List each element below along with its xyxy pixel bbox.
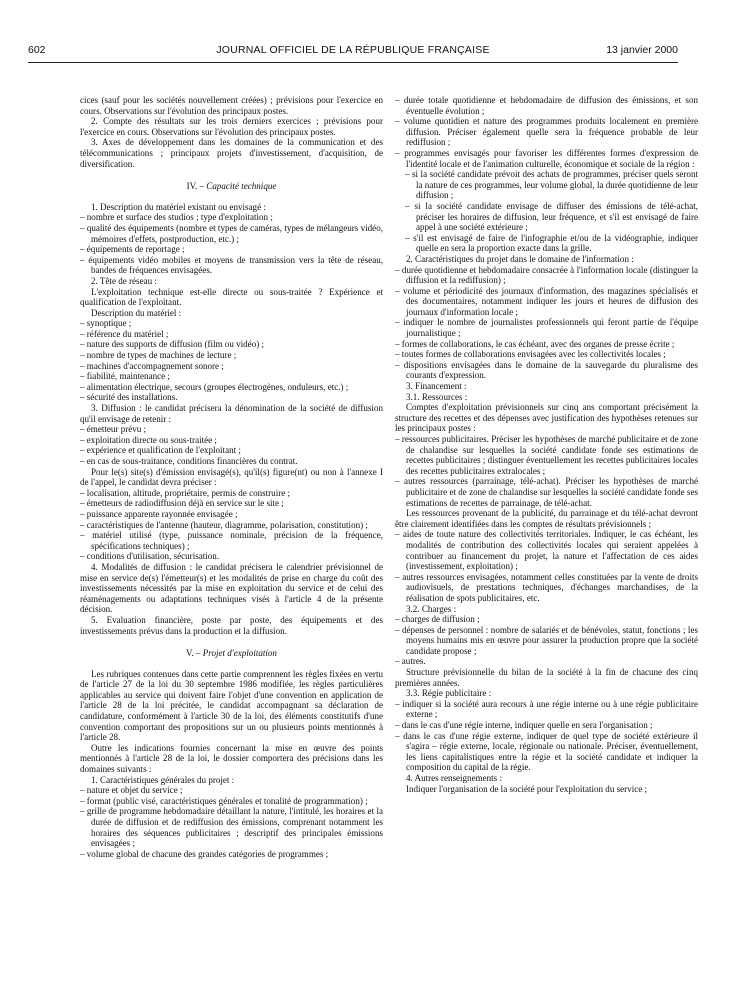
list-item: – équipements de reportage ; <box>80 244 185 255</box>
list-item: – synoptique ; <box>80 318 132 329</box>
list-item: – machines d'accompagnement sonore ; <box>80 360 224 371</box>
paragraph: 3. Axes de développement dans les domaines de la communication et des télécommunications ; principaux projets d'investissement, d'acquisition, de diversification. <box>80 137 383 169</box>
list-item: – nature et objet du service ; <box>80 785 183 796</box>
paragraph: 2. Compte des résultats sur les trois derniers exercices ; prévisions pour l'exercice en cours. Observations sur l'évolution des principaux postes. <box>80 116 383 137</box>
list-item: – dans le cas d'une régie externe, indiquer de quel type de société extérieure il s'agira – régie externe, locale, régionale ou nationale. Préciser, éventuellement, les liens capitalistiques entre la régie et la société candidate et indiquer la composition du capital de la régie. <box>395 730 698 773</box>
list-item: – émetteurs de radiodiffusion déjà en service sur le site ; <box>80 498 284 509</box>
list-item: – référence du matériel ; <box>80 328 169 339</box>
paragraph: Les ressources provenant de la publicité, du parrainage et du télé-achat devront être clairement identifiées dans les comptes de résultats prévisionnels ; <box>395 508 698 529</box>
left-column <box>80 95 383 859</box>
list-item: – durée totale quotidienne et hebdomadaire de diffusion des émissions, et son éventuelle évolution ; <box>395 95 698 116</box>
section-number: V. – <box>186 648 201 659</box>
list-item: – conditions d'utilisation, sécurisation. <box>80 551 220 562</box>
list-item: – programmes envisagés pour favoriser les différentes formes d'expression de l'identité locale et de l'animation culturelle, économique et sociale de la région : <box>395 147 698 169</box>
list-item: – fiabilité, maintenance ; <box>80 371 170 382</box>
list-item: – volume global de chacune des grandes catégories de programmes ; <box>80 848 329 859</box>
subsection-title: 3. Diffusion : le candidat précisera la dénomination de la société de diffusion qu'il envisage de retenir : <box>80 403 383 424</box>
section-heading-v <box>80 648 383 659</box>
paragraph: Description du matériel : <box>91 307 182 318</box>
subsection-title: 3.2. Charges : <box>406 603 457 614</box>
list-item: – dispositions envisagées dans le domaine de la sauvegarde du pluralisme des courants d'expression. <box>395 359 698 381</box>
list-item: – indiquer le nombre de journalistes professionnels qui feront partie de l'équipe journalistique ; <box>395 317 698 339</box>
list-item: – nombre de types de machines de lecture ; <box>80 350 237 361</box>
list-item: – nature des supports de diffusion (film ou vidéo) ; <box>80 339 265 350</box>
header-rule <box>28 62 678 63</box>
list-item: – nombre et surface des studios ; type d'exploitation ; <box>80 212 273 223</box>
list-item: – autres ressources (parrainage, télé-achat). Préciser les hypothèses de marché publicitaire et de zone de chalandise sur lesquelles la société candidate fonde ses estimations de recettes de parrainage, de télé-achat. <box>395 476 698 508</box>
subsection-title: 1. Description du matériel existant ou envisagé : <box>91 201 266 212</box>
paragraph: cices (sauf pour les sociétés nouvellement créées) ; prévisions pour l'exercice en cours. Observations sur l'évolution des principaux postes. <box>80 95 383 116</box>
paragraph: 4. Modalités de diffusion : le candidat précisera le calendrier prévisionnel de mise en service de(s) l'émetteur(s) et les modalités de prise en charge du coût des investissements nécessités par la mise en exploitation du service et de celui des réaménagements ou adaptations techniques visés à l'article 4 de la présente décision. <box>80 561 383 615</box>
list-item: – charges de diffusion ; <box>395 614 480 625</box>
list-item: – autres. <box>395 656 426 667</box>
list-item: – localisation, altitude, propriétaire, permis de construire ; <box>80 487 291 498</box>
sub-list-item: – s'il est envisagé de faire de l'infographie et/ou de la vidéographie, indiquer quelle en sera la proportion exacte dans la grille. <box>405 232 698 254</box>
subsection-title: 3. Financement : <box>406 381 467 392</box>
paragraph: Structure prévisionnelle du bilan de la société à la fin de chacune des cinq premières années. <box>395 667 698 688</box>
page-number: 602 <box>28 44 46 56</box>
list-item: – alimentation électrique, secours (groupes électrogènes, onduleurs, etc.) ; <box>80 381 349 392</box>
paragraph: Indiquer l'organisation de la société pour l'exploitation du service ; <box>406 783 648 794</box>
list-item: – indiquer si la société aura recours à une régie interne ou à une régie publicitaire externe ; <box>395 698 698 720</box>
list-item: – en cas de sous-traitance, conditions financières du contrat. <box>80 456 298 466</box>
sub-list-item: – si la société candidate prévoit des achats de programmes, préciser quels seront la nature de ces programmes, leur volume global, la durée quotidienne de leur diffusion ; <box>405 169 698 201</box>
subsection-title: 2. Caractéristiques du projet dans le domaine de l'information : <box>406 253 634 264</box>
list-item: – qualité des équipements (nombre et types de caméras, types de mélangeurs vidéo, mémoires d'effets, postproduction, etc.) ; <box>80 222 383 244</box>
list-item: – matériel utilisé (type, puissance nominale, précision de la fréquence, spécifications techniques) ; <box>80 530 383 551</box>
list-item: – format (public visé, caractéristiques générales et tonalité de programmation) ; <box>80 795 368 806</box>
list-item: – exploitation directe ou sous-traitée ; <box>80 434 217 445</box>
paragraph: L'exploitation technique est-elle directe ou sous-traitée ? Expérience et qualification de l'exploitant. <box>80 286 383 308</box>
right-column <box>395 95 698 794</box>
paragraph: Outre les indications fournies concernant la mise en œuvre des points mentionnés à l'article 28 de la loi, le dossier comportera des précisions dans les domaines suivants : <box>80 742 383 775</box>
list-item: – sécurité des installations. <box>80 392 178 403</box>
section-number: IV. – <box>186 181 205 192</box>
subsection-title: 3.1. Ressources : <box>406 391 468 402</box>
list-item: – toutes formes de collaborations envisagées avec les collectivités locales ; <box>395 349 666 360</box>
subsection-title: 4. Autres renseignements : <box>406 773 502 783</box>
subsection-title: 3.3. Régie publicitaire : <box>406 688 492 699</box>
sub-list-item: – si la société candidate envisage de diffuser des émissions de télé-achat, préciser les horaires de diffusion, leur fréquence, et s'il est envisagé de faire appel à une société extérieure ; <box>405 200 698 233</box>
subsection-title: 1. Caractéristiques générales du projet : <box>91 774 235 785</box>
list-item: – équipements vidéo mobiles et moyens de transmission vers la tête de réseau, bandes de fréquences envisagées. <box>80 254 383 276</box>
list-item: – autres ressources envisagées, notamment celles constituées par la vente de droits audiovisuels, de prestations techniques, d'échanges marchandises, de la réalisation de spots publicitaires, etc. <box>395 571 698 603</box>
paragraph: Comptes d'exploitation prévisionnels sur cinq ans comportant précisément la structure des recettes et des dépenses avec justification des hypothèses retenues sur les principaux postes : <box>395 402 698 434</box>
list-item: – durée quotidienne et hebdomadaire consacrée à l'information locale (distinguer la diffusion et la rediffusion) ; <box>395 264 698 286</box>
list-item: – émetteur prévu ; <box>80 424 147 435</box>
journal-title: JOURNAL OFFICIEL DE LA RÉPUBLIQUE FRANÇAISE <box>216 44 490 56</box>
subsection-title: 2. Tête de réseau : <box>91 275 157 286</box>
paragraph: 5. Evaluation financière, poste par poste, des équipements et des investissements prévus dans la production et la diffusion. <box>80 614 383 636</box>
list-item: – dépenses de personnel : nombre de salariés et de bénévoles, statut, fonctions ; les moyens humains mis en œuvre pour assurer la production propre que la société candidate propose ; <box>395 624 698 656</box>
list-item: – expérience et qualification de l'exploitant ; <box>80 445 241 456</box>
list-item: – dans le cas d'une régie interne, indiquer quelle en sera l'organisation ; <box>395 720 653 731</box>
section-heading-iv <box>80 181 383 192</box>
list-item: – volume et périodicité des journaux d'information, des magazines spécialisés et des documentaires, notamment indiquer les jours et heures de diffusion des journaux d'information locale ; <box>395 285 698 317</box>
list-item: – volume quotidien et nature des programmes produits localement en première diffusion. Préciser également quelle sera la fréquence probable de leur rediffusion ; <box>395 116 698 148</box>
paragraph: Les rubriques contenues dans cette partie comprennent les règles fixées en vertu de l'article 27 de la loi du 30 septembre 1986 modifiée, les règles particulières applicables au service qui doivent faire l'objet d'une convention en application de l'article 28 de la loi précitée, le candidat accompagnant sa déclaration de candidature, conformément à l'article 30 de la loi, des éléments constitutifs d'une convention comportant des propositions sur un ou plusieurs points mentionnés à l'article 28. <box>80 668 383 743</box>
list-item: – aides de toute nature des collectivités territoriales. Indiquer, le cas échéant, les modalités de contribution des collectivités locales qui seraient appelées à contribuer au financement du projet, la nature et l'affectation de ces aides (investissement, exploitation) ; <box>395 529 698 572</box>
list-item: – grille de programme hebdomadaire détaillant la nature, l'intitulé, les horaires et la durée de diffusion et de rediffusion des émissions, comprenant notamment les horaires des séquences publicitaires ; descriptif des principales émissions envisagées ; <box>80 806 383 849</box>
page-header <box>28 44 678 60</box>
section-title: Projet d'exploitation <box>202 648 277 659</box>
list-item: – puissance apparente rayonnée envisagée ; <box>80 508 238 519</box>
list-item: – formes de collaborations, le cas échéant, avec des organes de presse écrite ; <box>395 338 675 349</box>
list-item: – ressources publicitaires. Préciser les hypothèses de marché publicitaire et de zone de chalandise sur lesquelles la société candidate fonde ses estimations de recettes publicitaires ; distinguer éventuellement les recettes publicitaires locales des recettes publicitaires extralocales ; <box>395 434 698 476</box>
section-title: Capacité technique <box>206 181 277 192</box>
paragraph: Pour le(s) site(s) d'émission envisagé(s), qu'il(s) figure(nt) ou non à l'annexe I de l'appel, le candidat devra préciser : <box>80 466 383 488</box>
list-item: – caractéristiques de l'antenne (hauteur, diagramme, polarisation, constitution) ; <box>80 519 368 530</box>
issue-date: 13 janvier 2000 <box>606 44 678 56</box>
